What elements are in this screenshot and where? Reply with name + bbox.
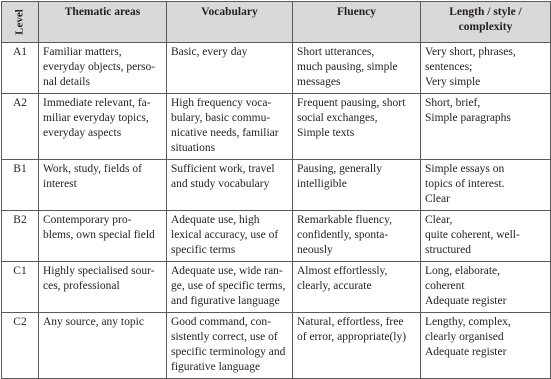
vocabulary-text-line: situations [171, 142, 216, 154]
fluency-text-line: confidently, sponta- [297, 229, 389, 241]
vocabulary-text-line: and figurative language [171, 295, 280, 307]
thematic-text-line: ces, professional [43, 280, 120, 292]
header-row [2, 2, 551, 43]
fluency-text-line: messages [297, 76, 341, 88]
vocabulary-text-line: figurative language [171, 361, 261, 373]
fluency-cell [293, 94, 421, 160]
length-cell [421, 94, 551, 160]
level-cell: C1 [2, 262, 39, 313]
vocabulary-text-line: High frequency voca- [171, 97, 272, 109]
thematic-text-line: interest [43, 178, 77, 190]
fluency-cell [293, 211, 421, 262]
length-text-line: quite coherent, well- [425, 229, 520, 241]
length-text-line: Adequate register [425, 295, 507, 307]
thematic-text-line: everyday objects, perso- [43, 61, 156, 73]
table-row [2, 94, 551, 160]
table-row [2, 211, 551, 262]
thematic-cell [39, 211, 167, 262]
vocabulary-cell [167, 211, 293, 262]
length-text-line: Short, brief, [425, 97, 481, 109]
thematic-text-line: Familiar matters, [43, 46, 122, 58]
levels-table [1, 1, 551, 379]
length-text-line: Adequate register [425, 346, 507, 358]
vocabulary-cell [167, 94, 293, 160]
length-cell [421, 211, 551, 262]
level-cell: C2 [2, 313, 39, 379]
thematic-cell [39, 94, 167, 160]
thematic-cell [39, 262, 167, 313]
thematic-text-line: blems, own special field [43, 229, 155, 241]
thematic-text-line: nal details [43, 76, 90, 88]
length-text-line: Lengthy, complex, [425, 316, 511, 328]
thematic-text-line: Contemporary pro- [43, 214, 132, 226]
length-cell [421, 313, 551, 379]
length-text-line: Very simple [425, 76, 481, 88]
thematic-text-line: everyday aspects [43, 127, 122, 139]
length-text-line: topics of interest. [425, 178, 505, 190]
fluency-text-line: intelligible [297, 178, 347, 190]
thematic-text-line: Immediate relevant, fa- [43, 97, 151, 109]
length-text-line: Simple essays on [425, 163, 505, 175]
length-text-line: Clear, [425, 214, 453, 226]
thematic-text-line: Any source, any topic [43, 316, 144, 328]
vocabulary-text-line: lexical accuracy, use of [171, 229, 279, 241]
level-cell: B2 [2, 211, 39, 262]
table-row [2, 262, 551, 313]
fluency-text-line: Frequent pausing, short [297, 97, 406, 109]
thematic-text-line: Work, study, fields of [43, 163, 142, 175]
length-text-line: structured [425, 244, 471, 256]
fluency-text-line: clearly, accurate [297, 280, 372, 292]
vocabulary-cell [167, 43, 293, 94]
length-cell [421, 262, 551, 313]
thematic-cell [39, 160, 167, 211]
level-cell: B1 [2, 160, 39, 211]
length-text-line: clearly organised [425, 331, 504, 343]
header-thematic: Thematic areas [39, 2, 167, 43]
header-level [2, 2, 39, 43]
length-text-line: sentences; [425, 61, 473, 73]
vocabulary-cell [167, 313, 293, 379]
length-text-line: Long, elaborate, [425, 265, 501, 277]
fluency-text-line: of error, appropriate(ly) [297, 331, 407, 343]
fluency-text-line: Natural, effortless, free [297, 316, 404, 328]
vocabulary-cell [167, 262, 293, 313]
fluency-text-line: social exchanges, [297, 112, 378, 124]
fluency-text-line: Simple texts [297, 127, 355, 139]
vocabulary-text-line: bulary, basic commu- [171, 112, 271, 124]
fluency-cell [293, 160, 421, 211]
vocabulary-text-line: and study vocabulary [171, 178, 270, 190]
length-cell [421, 160, 551, 211]
header-vocabulary: Vocabulary [167, 2, 293, 43]
level-cell: A1 [2, 43, 39, 94]
vocabulary-text-line: Adequate use, high [171, 214, 260, 226]
table-row [2, 160, 551, 211]
vocabulary-text-line: nicative needs, familiar [171, 127, 279, 139]
header-length-label: Length / style / complexity [449, 6, 522, 33]
vocabulary-text-line: Sufficient work, travel [171, 163, 275, 175]
length-text-line: Simple paragraphs [425, 112, 511, 124]
fluency-text-line: Remarkable fluency, [297, 214, 393, 226]
fluency-text-line: Almost effortlessly, [297, 265, 388, 277]
fluency-text-line: Pausing, generally [297, 163, 382, 175]
vocabulary-text-line: specific terms [171, 244, 236, 256]
vocabulary-text-line: Basic, every day [171, 46, 248, 58]
header-fluency: Fluency [293, 2, 421, 43]
vocabulary-text-line: ge, use of specific terms, [171, 280, 286, 292]
fluency-text-line: neously [297, 244, 333, 256]
level-cell: A2 [2, 94, 39, 160]
header-level-label: Level [13, 9, 26, 35]
length-cell [421, 43, 551, 94]
fluency-cell [293, 43, 421, 94]
table-row [2, 313, 551, 379]
vocabulary-text-line: Good command, con- [171, 316, 271, 328]
thematic-cell [39, 43, 167, 94]
header-length [421, 2, 551, 43]
fluency-cell [293, 262, 421, 313]
length-text-line: Clear [425, 193, 450, 205]
vocabulary-text-line: specific terminology and [171, 346, 286, 358]
fluency-text-line: Short utterances, [297, 46, 375, 58]
table-body [2, 43, 551, 379]
fluency-text-line: much pausing, simple [297, 61, 398, 73]
length-text-line: Very short, phrases, [425, 46, 516, 58]
vocabulary-cell [167, 160, 293, 211]
thematic-text-line: Highly specialised sour- [43, 265, 155, 277]
vocabulary-text-line: Adequate use, wide ran- [171, 265, 283, 277]
length-text-line: coherent [425, 280, 465, 292]
table-row [2, 43, 551, 94]
fluency-cell [293, 313, 421, 379]
thematic-cell [39, 313, 167, 379]
vocabulary-text-line: sistently correct, use of [171, 331, 278, 343]
thematic-text-line: miliar everyday topics, [43, 112, 149, 124]
